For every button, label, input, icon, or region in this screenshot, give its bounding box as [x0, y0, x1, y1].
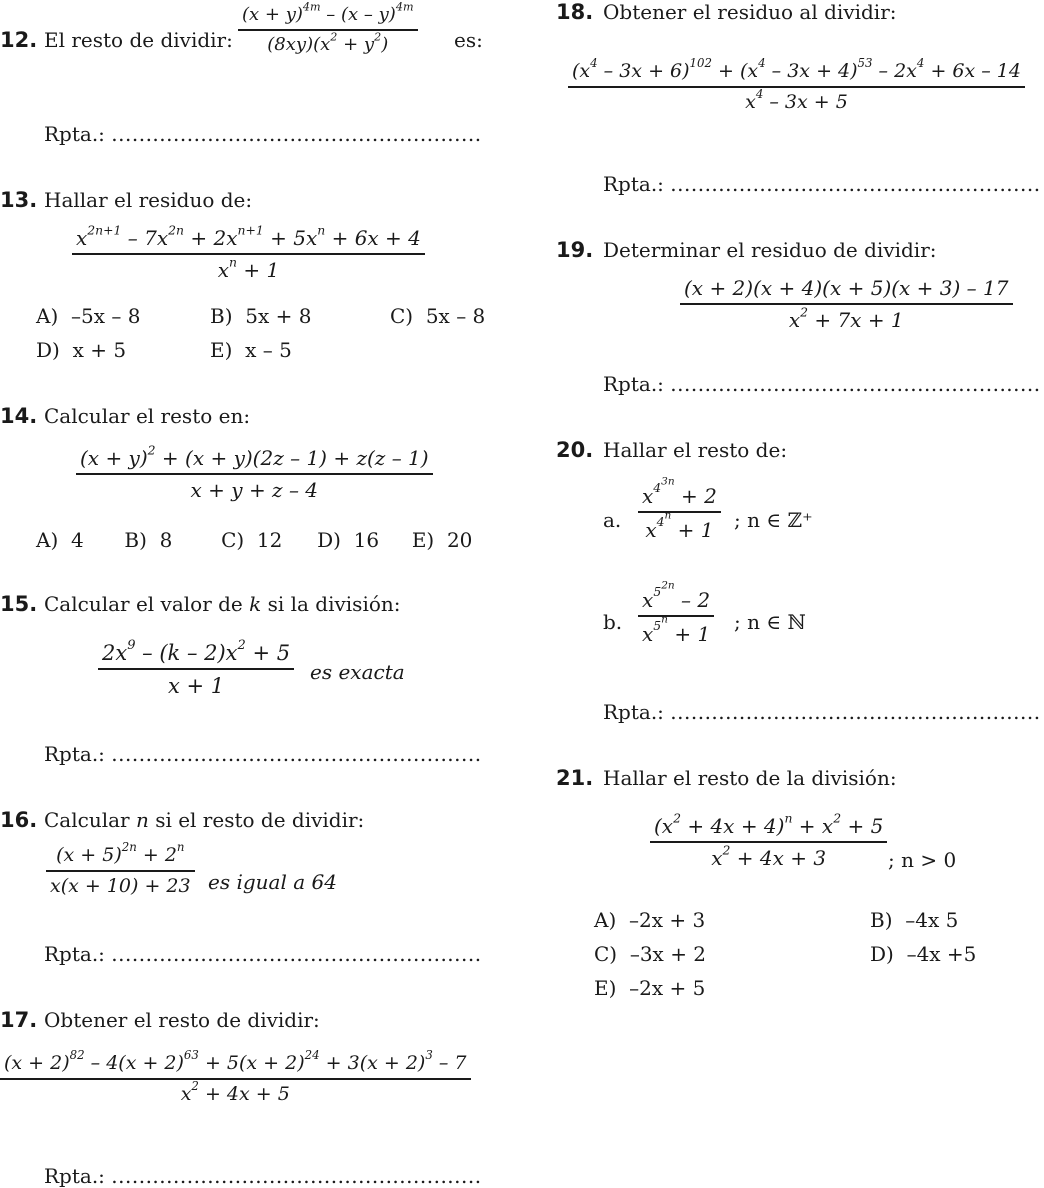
problem-15-number: 15. [0, 592, 38, 616]
problem-13-number: 13. [0, 188, 38, 212]
answer-dots: ...................................................... [670, 372, 1041, 396]
problem-21-option-e: E) –2x + 5 [594, 976, 706, 1000]
answer-dots: ...................................................... [111, 1164, 482, 1188]
problem-19-number: 19. [556, 238, 594, 262]
problem-16-fraction: $\frac{(x + 5)^{2n} + 2^n}{x(x + 10) + 23}$ [46, 844, 195, 899]
rpta-label: Rpta.: [603, 700, 664, 724]
problem-20-item-a-condition: ; n ∈ ℤ⁺ [734, 508, 813, 532]
option-b: B) 8 [124, 528, 173, 552]
problem-17-number: 17. [0, 1008, 38, 1032]
problem-16-number: 16. [0, 808, 38, 832]
problem-18-number: 18. [556, 0, 594, 24]
problem-13-fraction: $\frac{x^{2n+1} - 7x^{2n} + 2x^{n+1} + 5x^n + 6x + 4}{x^n + 1}$ [72, 226, 425, 283]
problem-17-fraction: $\frac{(x + 2)^{82} - 4(x + 2)^{63} + 5(x + 2)^{24} + 3(x + 2)^3 - 7}{x^2 + 4x + 5}$ [0, 1052, 471, 1107]
problem-21-condition: ; n > 0 [888, 848, 957, 872]
rpta-label: Rpta.: [44, 122, 105, 146]
rpta-label: Rpta.: [44, 742, 105, 766]
problem-12-number: 12. [0, 28, 38, 52]
problem-21-option-d: D) –4x +5 [870, 942, 977, 966]
rpta-label: Rpta.: [44, 1164, 105, 1188]
problem-18-statement: Obtener el residuo al dividir: [603, 0, 897, 24]
problem-14-number: 14. [0, 404, 38, 428]
problem-19-statement: Determinar el residuo de dividir: [603, 238, 937, 262]
problem-12-statement: El resto de dividir: [44, 28, 233, 52]
problem-20-item-b-fraction: $\frac{x^{5^{2n}} - 2}{x^{5^n} + 1}$ [638, 586, 714, 647]
problem-14-fraction: $\frac{(x + y)^2 + (x + y)(2z - 1) + z(z - 1)}{x + y + z - 4}$ [76, 446, 433, 503]
problem-21-number: 21. [556, 766, 594, 790]
problem-17-answer-line [44, 1164, 482, 1188]
rpta-label: Rpta.: [44, 942, 105, 966]
problem-20-statement: Hallar el resto de: [603, 438, 788, 462]
problem-17-statement: Obtener el resto de dividir: [44, 1008, 320, 1032]
problem-15-statement: Calcular el valor de k si la división: [44, 592, 401, 616]
problem-12-fraction: $\frac{(x + y)^{4m} - (x - y)^{4m}}{(8xy)(x^2 + y^2)}$ [238, 4, 418, 56]
problem-21-fraction: $\frac{(x^2 + 4x + 4)^n + x^2 + 5}{x^2 + 4x + 3}$ [650, 814, 887, 871]
problem-18-answer-line [603, 172, 1041, 196]
problem-13-option-e: E) x – 5 [210, 338, 292, 362]
problem-13-option-d: D) x + 5 [36, 338, 127, 362]
problem-13-option-a: A) –5x – 8 [36, 304, 141, 328]
option-c: C) 12 [221, 528, 283, 552]
problem-21-statement: Hallar el resto de la división: [603, 766, 897, 790]
answer-dots: ...................................................... [670, 172, 1041, 196]
problem-12-answer-line [44, 122, 482, 146]
problem-14-statement: Calcular el resto en: [44, 404, 251, 428]
answer-dots: ...................................................... [670, 700, 1041, 724]
problem-12-suffix: es: [454, 28, 483, 52]
problem-15-fraction: $\frac{2x^9 - (k - 2)x^2 + 5}{x + 1}$ [98, 640, 294, 700]
problem-16-answer-line [44, 942, 482, 966]
problem-13-option-b: B) 5x + 8 [210, 304, 312, 328]
option-a: A) 4 [36, 528, 84, 552]
problem-15-suffix: es exacta [310, 660, 405, 684]
problem-14-options [36, 528, 472, 552]
answer-dots: ...................................................... [111, 942, 482, 966]
problem-20-item-b-label: b. [603, 610, 623, 634]
option-e: E) 20 [411, 528, 473, 552]
problem-19-fraction: $\frac{(x + 2)(x + 4)(x + 5)(x + 3) - 17}{x^2 + 7x + 1}$ [680, 276, 1013, 333]
problem-20-number: 20. [556, 438, 594, 462]
answer-dots: ...................................................... [111, 122, 482, 146]
problem-19-answer-line [603, 372, 1041, 396]
option-d: D) 16 [317, 528, 380, 552]
problem-20-item-a-label: a. [603, 508, 622, 532]
problem-21-option-c: C) –3x + 2 [594, 942, 707, 966]
problem-16-suffix: es igual a 64 [208, 870, 337, 894]
problem-18-fraction: $\frac{(x^4 - 3x + 6)^{102} + (x^4 - 3x + 4)^{53} - 2x^4 + 6x - 14}{x^4 - 3x + 5}$ [568, 60, 1025, 115]
problem-21-option-a: A) –2x + 3 [594, 908, 706, 932]
problem-16-statement: Calcular n si el resto de dividir: [44, 808, 365, 832]
problem-13-option-c: C) 5x – 8 [390, 304, 486, 328]
problem-13-statement: Hallar el residuo de: [44, 188, 253, 212]
answer-dots: ...................................................... [111, 742, 482, 766]
problem-20-item-a-fraction: $\frac{x^{4^{3n}} + 2}{x^{4^n} + 1}$ [638, 482, 721, 543]
problem-20-answer-line [603, 700, 1041, 724]
problem-15-answer-line [44, 742, 482, 766]
problem-21-option-b: B) –4x 5 [870, 908, 959, 932]
rpta-label: Rpta.: [603, 172, 664, 196]
rpta-label: Rpta.: [603, 372, 664, 396]
problem-20-item-b-condition: ; n ∈ ℕ [734, 610, 806, 634]
